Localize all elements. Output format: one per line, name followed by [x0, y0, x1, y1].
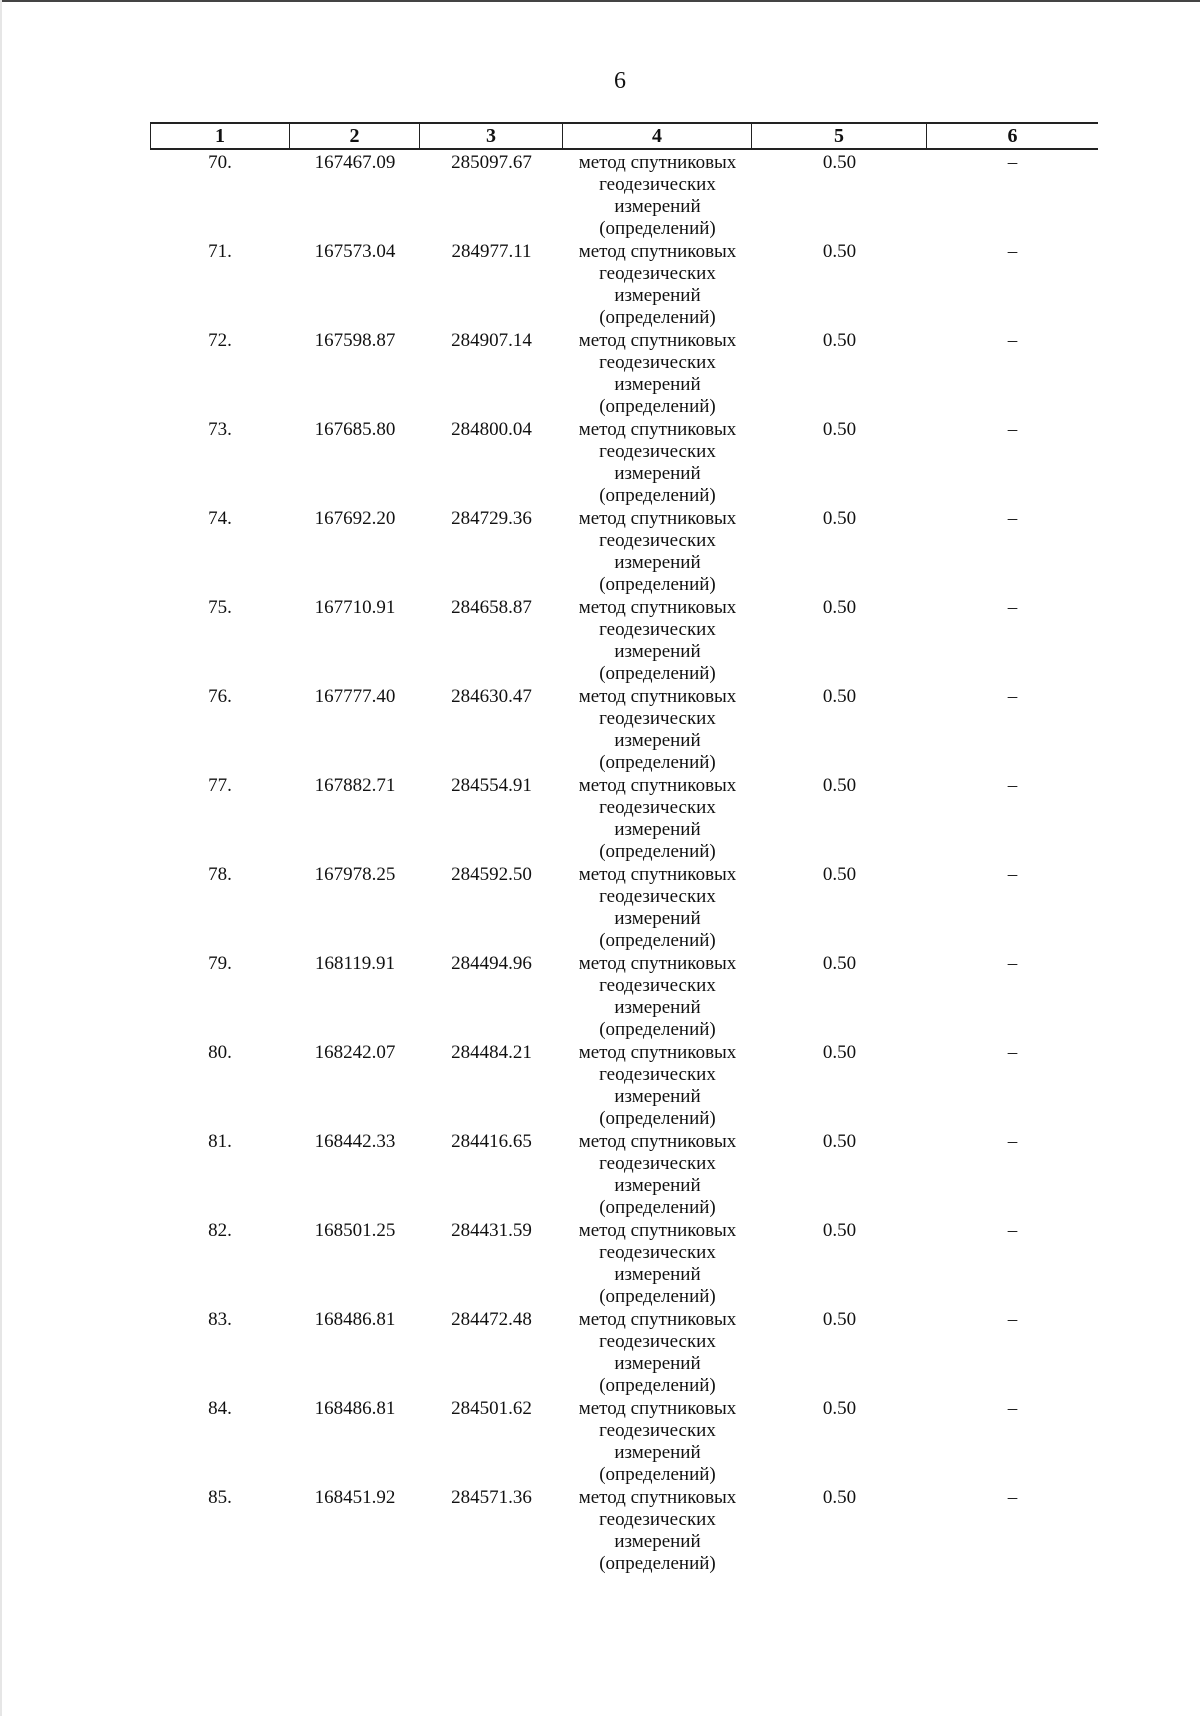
method-line: измерений	[614, 1086, 701, 1107]
note-dash: –	[1007, 1309, 1018, 1330]
coordinate-x: 167777.40	[314, 686, 396, 707]
method-line: измерений	[614, 1442, 701, 1463]
point-number: 83.	[208, 1309, 232, 1330]
table-row	[150, 1220, 1098, 1309]
coordinate-y: 284571.36	[451, 1487, 532, 1508]
method-line: геодезических	[599, 352, 716, 373]
accuracy-value: 0.50	[822, 597, 857, 618]
note-dash: –	[1007, 508, 1018, 529]
method-cell	[563, 1309, 752, 1398]
method-line: метод спутниковых	[578, 152, 737, 173]
page-number: 6	[614, 68, 626, 94]
note-dash: –	[1007, 864, 1018, 885]
method-line: измерений	[614, 1175, 701, 1196]
method-line: измерений	[614, 908, 701, 929]
method-cell	[563, 330, 752, 419]
table-body	[150, 152, 1098, 1576]
method-line: геодезических	[599, 263, 716, 284]
coordinate-x: 168451.92	[314, 1487, 396, 1508]
accuracy-value: 0.50	[822, 508, 857, 529]
method-line: измерений	[614, 552, 701, 573]
note-dash: –	[1007, 419, 1018, 440]
header-col-3: 3	[420, 124, 563, 148]
note-dash: –	[1007, 1398, 1018, 1419]
method-line: метод спутниковых	[578, 419, 737, 440]
method-cell	[563, 1131, 752, 1220]
method-line: (определений)	[599, 1553, 716, 1574]
table-row	[150, 1131, 1098, 1220]
method-cell	[563, 508, 752, 597]
point-number: 80.	[208, 1042, 232, 1063]
table-row	[150, 686, 1098, 775]
scan-edge-top	[0, 0, 1200, 2]
header-col-1: 1	[150, 124, 290, 148]
method-cell	[563, 775, 752, 864]
method-cell	[563, 1220, 752, 1309]
method-cell	[563, 686, 752, 775]
method-line: (определений)	[599, 1108, 716, 1129]
method-line: (определений)	[599, 574, 716, 595]
coordinate-y: 284800.04	[451, 419, 532, 440]
point-number: 75.	[208, 597, 232, 618]
method-line: измерений	[614, 374, 701, 395]
method-line: геодезических	[599, 530, 716, 551]
method-line: (определений)	[599, 396, 716, 417]
table-row	[150, 1487, 1098, 1576]
note-dash: –	[1007, 1487, 1018, 1508]
coordinate-y: 284494.96	[451, 953, 532, 974]
point-number: 78.	[208, 864, 232, 885]
method-line: измерений	[614, 997, 701, 1018]
method-line: (определений)	[599, 218, 716, 239]
coordinate-y: 284729.36	[451, 508, 532, 529]
method-line: геодезических	[599, 1242, 716, 1263]
method-cell	[563, 864, 752, 953]
coordinate-y: 284658.87	[451, 597, 532, 618]
method-cell	[563, 419, 752, 508]
method-cell	[563, 241, 752, 330]
method-line: геодезических	[599, 797, 716, 818]
method-line: геодезических	[599, 1064, 716, 1085]
method-cell	[563, 1042, 752, 1131]
header-col-2: 2	[290, 124, 420, 148]
table-row	[150, 597, 1098, 686]
note-dash: –	[1007, 1220, 1018, 1241]
scan-edge-left	[0, 0, 2, 1716]
header-col-6: 6	[1007, 125, 1018, 147]
method-line: (определений)	[599, 485, 716, 506]
method-line: (определений)	[599, 1286, 716, 1307]
coordinate-x: 168442.33	[314, 1131, 396, 1152]
method-line: геодезических	[599, 886, 716, 907]
table-row	[150, 152, 1098, 241]
method-line: измерений	[614, 730, 701, 751]
note-dash: –	[1007, 241, 1018, 262]
coordinate-x: 167692.20	[314, 508, 396, 529]
accuracy-value: 0.50	[822, 864, 857, 885]
header-col-4: 4	[563, 124, 752, 148]
accuracy-value: 0.50	[822, 953, 857, 974]
coordinate-x: 167685.80	[314, 419, 396, 440]
accuracy-value: 0.50	[822, 241, 857, 262]
table-row	[150, 1042, 1098, 1131]
method-cell	[563, 152, 752, 241]
method-line: метод спутниковых	[578, 1309, 737, 1330]
point-number: 76.	[208, 686, 232, 707]
table-header	[150, 124, 1098, 150]
method-line: (определений)	[599, 841, 716, 862]
coordinate-y: 284630.47	[451, 686, 532, 707]
method-line: геодезических	[599, 174, 716, 195]
coordinate-x: 168501.25	[314, 1220, 396, 1241]
table-row	[150, 775, 1098, 864]
method-line: (определений)	[599, 1197, 716, 1218]
accuracy-value: 0.50	[822, 775, 857, 796]
table-row	[150, 1398, 1098, 1487]
coordinate-x: 168119.91	[314, 953, 396, 974]
method-line: метод спутниковых	[578, 864, 737, 885]
coordinate-y: 285097.67	[451, 152, 532, 173]
method-line: метод спутниковых	[578, 1131, 737, 1152]
point-number: 70.	[208, 152, 232, 173]
point-number: 85.	[208, 1487, 232, 1508]
method-line: измерений	[614, 641, 701, 662]
method-line: (определений)	[599, 307, 716, 328]
header-col-5: 5	[752, 124, 927, 148]
method-line: (определений)	[599, 1019, 716, 1040]
method-line: геодезических	[599, 441, 716, 462]
note-dash: –	[1007, 1131, 1018, 1152]
method-line: геодезических	[599, 619, 716, 640]
method-line: метод спутниковых	[578, 775, 737, 796]
coordinate-x: 167710.91	[314, 597, 396, 618]
method-cell	[563, 1398, 752, 1487]
accuracy-value: 0.50	[822, 419, 857, 440]
method-line: (определений)	[599, 663, 716, 684]
point-number: 77.	[208, 775, 232, 796]
method-line: метод спутниковых	[578, 1220, 737, 1241]
point-number: 84.	[208, 1398, 232, 1419]
table-row	[150, 330, 1098, 419]
coordinate-y: 284977.11	[451, 241, 532, 262]
method-line: геодезических	[599, 1153, 716, 1174]
point-number: 74.	[208, 508, 232, 529]
table-row	[150, 953, 1098, 1042]
coordinate-x: 168242.07	[314, 1042, 396, 1063]
coordinate-y: 284554.91	[451, 775, 532, 796]
coordinate-y: 284484.21	[451, 1042, 532, 1063]
method-cell	[563, 597, 752, 686]
method-line: измерений	[614, 463, 701, 484]
method-line: метод спутниковых	[578, 953, 737, 974]
accuracy-value: 0.50	[822, 686, 857, 707]
coordinate-x: 167978.25	[314, 864, 396, 885]
point-number: 79.	[208, 953, 232, 974]
method-line: измерений	[614, 819, 701, 840]
point-number: 82.	[208, 1220, 232, 1241]
accuracy-value: 0.50	[822, 1487, 857, 1508]
method-line: (определений)	[599, 752, 716, 773]
method-line: измерений	[614, 1531, 701, 1552]
coordinate-x: 167573.04	[314, 241, 396, 262]
note-dash: –	[1007, 775, 1018, 796]
coordinate-x: 167882.71	[314, 775, 396, 796]
method-line: измерений	[614, 196, 701, 217]
table-row	[150, 1309, 1098, 1398]
method-line: метод спутниковых	[578, 508, 737, 529]
accuracy-value: 0.50	[822, 1042, 857, 1063]
accuracy-value: 0.50	[822, 152, 857, 173]
method-line: метод спутниковых	[578, 597, 737, 618]
note-dash: –	[1007, 330, 1018, 351]
coordinate-x: 167598.87	[314, 330, 396, 351]
method-line: метод спутниковых	[578, 1398, 737, 1419]
method-cell	[563, 953, 752, 1042]
coordinate-x: 167467.09	[314, 152, 396, 173]
method-line: метод спутниковых	[578, 1487, 737, 1508]
coordinate-x: 168486.81	[314, 1398, 396, 1419]
method-line: метод спутниковых	[578, 686, 737, 707]
method-line: геодезических	[599, 1331, 716, 1352]
coordinate-y: 284592.50	[451, 864, 532, 885]
note-dash: –	[1007, 597, 1018, 618]
coordinate-y: 284431.59	[451, 1220, 532, 1241]
accuracy-value: 0.50	[822, 1309, 857, 1330]
table-row	[150, 864, 1098, 953]
method-line: геодезических	[599, 708, 716, 729]
method-line: измерений	[614, 1264, 701, 1285]
point-number: 72.	[208, 330, 232, 351]
accuracy-value: 0.50	[822, 1398, 857, 1419]
method-line: измерений	[614, 1353, 701, 1374]
note-dash: –	[1007, 686, 1018, 707]
method-line: (определений)	[599, 1464, 716, 1485]
coordinate-y: 284416.65	[451, 1131, 532, 1152]
method-line: (определений)	[599, 1375, 716, 1396]
point-number: 73.	[208, 419, 232, 440]
coordinate-y: 284501.62	[451, 1398, 532, 1419]
method-line: метод спутниковых	[578, 330, 737, 351]
method-line: геодезических	[599, 975, 716, 996]
coordinate-y: 284472.48	[451, 1309, 532, 1330]
method-line: метод спутниковых	[578, 1042, 737, 1063]
point-number: 81.	[208, 1131, 232, 1152]
method-line: измерений	[614, 285, 701, 306]
table-row	[150, 508, 1098, 597]
table-row	[150, 419, 1098, 508]
table-row	[150, 241, 1098, 330]
accuracy-value: 0.50	[822, 1220, 857, 1241]
coordinate-x: 168486.81	[314, 1309, 396, 1330]
note-dash: –	[1007, 953, 1018, 974]
note-dash: –	[1007, 1042, 1018, 1063]
method-cell	[563, 1487, 752, 1576]
coordinate-y: 284907.14	[451, 330, 532, 351]
accuracy-value: 0.50	[822, 330, 857, 351]
note-dash: –	[1007, 152, 1018, 173]
method-line: геодезических	[599, 1420, 716, 1441]
accuracy-value: 0.50	[822, 1131, 857, 1152]
method-line: (определений)	[599, 930, 716, 951]
point-number: 71.	[208, 241, 232, 262]
method-line: метод спутниковых	[578, 241, 737, 262]
method-line: геодезических	[599, 1509, 716, 1530]
